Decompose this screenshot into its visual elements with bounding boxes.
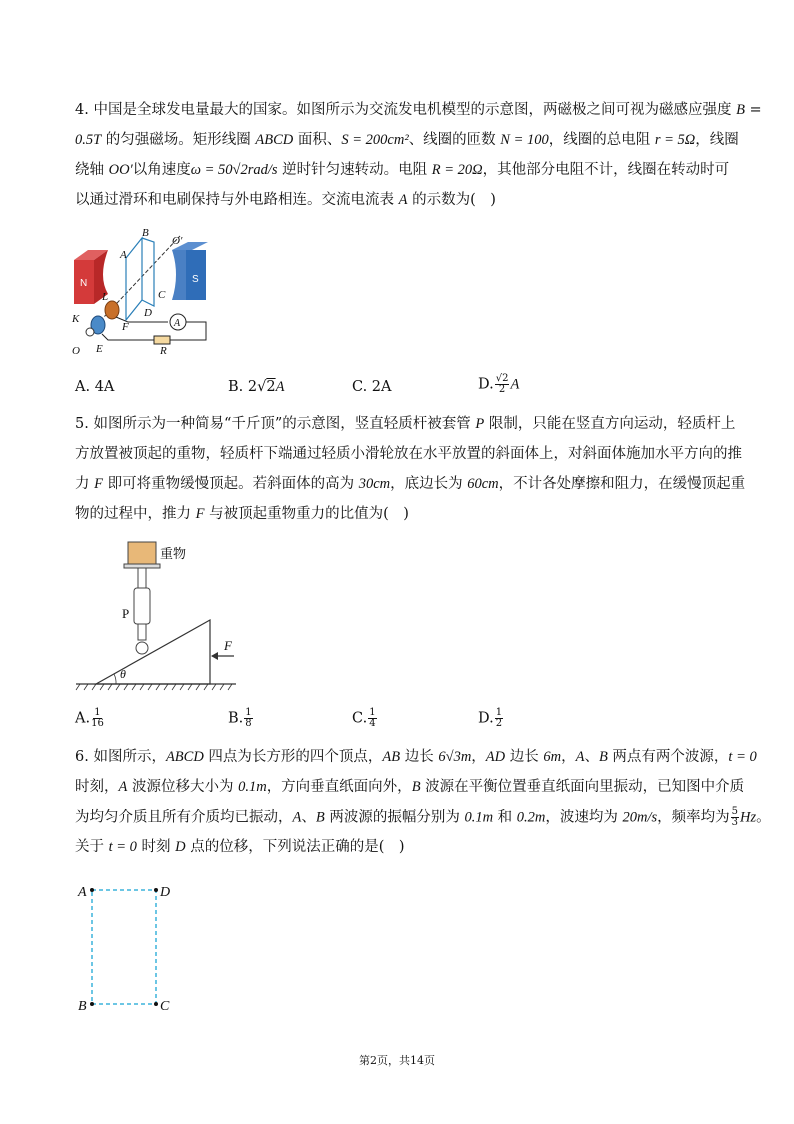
label-f: F [122, 321, 129, 333]
weight-block [128, 542, 156, 564]
label-c: C [160, 999, 170, 1014]
point-b [90, 1002, 94, 1006]
point-d [154, 888, 158, 892]
q6-line-4: 关于 t = 0 时刻 D 点的位移，下列说法正确的是( ) [75, 839, 405, 855]
generator-figure [68, 222, 228, 360]
label-k: K [72, 313, 80, 325]
rectangle-abcd [92, 890, 156, 1004]
q5-line-2: 方放置被顶起的重物，轻质杆下端通过轻质小滑轮放在水平放置的斜面体上，对斜面体施加水平方向的推 [75, 446, 742, 462]
ammeter-label: A [174, 318, 181, 329]
q4-option-d[interactable]: D. $\frac{√2}{2}$ A [478, 373, 520, 395]
label-f: F [224, 638, 232, 653]
label-s: S [192, 274, 199, 285]
point-a [90, 888, 94, 892]
label-b: B [142, 227, 149, 239]
label-theta: θ [120, 667, 126, 681]
q5-option-c[interactable]: C. $\frac{1}{4}$ [352, 707, 376, 729]
q6-line-1: 6. 如图所示，ABCD 四点为长方形的四个顶点，AB 边长 6√3m，AD 边长 6m，A、B 两点有两个波源，t = 0 [75, 749, 757, 765]
page-footer: 第2页，共14页 [359, 1054, 435, 1067]
label-o-prime: O′ [172, 235, 183, 247]
rod [138, 568, 146, 588]
q4-line-4: 以通过滑环和电刷保持与外电路相连。交流电流表 A 的示数为( ) [75, 192, 496, 208]
q5-line-4: 物的过程中，推力 F 与被顶起重物重力的比值为( ) [75, 506, 409, 522]
resistor [154, 336, 170, 344]
label-e: E [96, 343, 103, 355]
pulley [136, 642, 148, 654]
q5-line-3: 力 F 即可将重物缓慢顶起。若斜面体的高为 30cm，底边长为 60cm，不计各处摩擦和阻力，在缓慢顶起重 [75, 476, 746, 492]
label-d: D [144, 307, 152, 319]
q6-line-3: 为均匀介质且所有介质均已振动，A、B 两波源的振幅分别为 0.1m 和 0.2m，波速均为 20m/s，频率均为 $\frac{5}{3}$ Hz。 [75, 806, 771, 828]
q5-option-d[interactable]: D. $\frac{1}{2}$ [478, 707, 503, 729]
slip-ring-1 [105, 301, 119, 319]
label-b: B [78, 999, 87, 1014]
rectangle-figure [72, 876, 182, 1016]
label-n: N [80, 278, 88, 289]
label-c: C [158, 289, 166, 301]
jack-figure [72, 536, 242, 692]
point-c [154, 1002, 158, 1006]
label-a: A [120, 249, 127, 261]
q5-line-1: 5. 如图所示为一种简易“千斤顶”的示意图，竖直轻质杆被套管 P 限制，只能在竖直方向运动，轻质杆上 [75, 416, 736, 432]
incline [96, 620, 210, 684]
label-r: R [160, 345, 167, 357]
q4-line-1: 4. 中国是全球发电量最大的国家。如图所示为交流发电机模型的示意图，两磁极之间可视为磁感应强度 B = [75, 102, 762, 118]
sleeve-p [134, 588, 150, 624]
q5-option-a[interactable]: A. $\frac{1}{16}$ [75, 707, 104, 729]
label-a: A [78, 885, 87, 900]
q5-option-b[interactable]: B. $\frac{1}{8}$ [228, 707, 252, 729]
q6-line-2: 时刻，A 波源位移大小为 0.1m，方向垂直纸面向外，B 波源在平衡位置垂直纸面向里振动，已知图中介质 [75, 779, 745, 795]
q4-option-c[interactable]: C. 2A [352, 379, 392, 395]
q4-line-3: 绕轴 OO′以角速度ω = 50√2rad/s 逆时针匀速转动。电阻 R = 20Ω，其他部分电阻不计，线圈在转动时可 [75, 162, 730, 178]
q4-option-a[interactable]: A. 4A [75, 379, 115, 395]
q4-option-b[interactable]: B. 2√2A [228, 379, 285, 395]
label-o: O [72, 345, 80, 357]
label-l: L [102, 291, 109, 303]
label-p: P [122, 606, 130, 621]
label-d: D [160, 885, 171, 900]
label-weight: 重物 [160, 547, 187, 562]
q4-line-2: 0.5T 的匀强磁场。矩形线圈 ABCD 面积、S = 200cm²、线圈的匝数 N = 100，线圈的总电阻 r = 5Ω，线圈 [75, 132, 739, 148]
